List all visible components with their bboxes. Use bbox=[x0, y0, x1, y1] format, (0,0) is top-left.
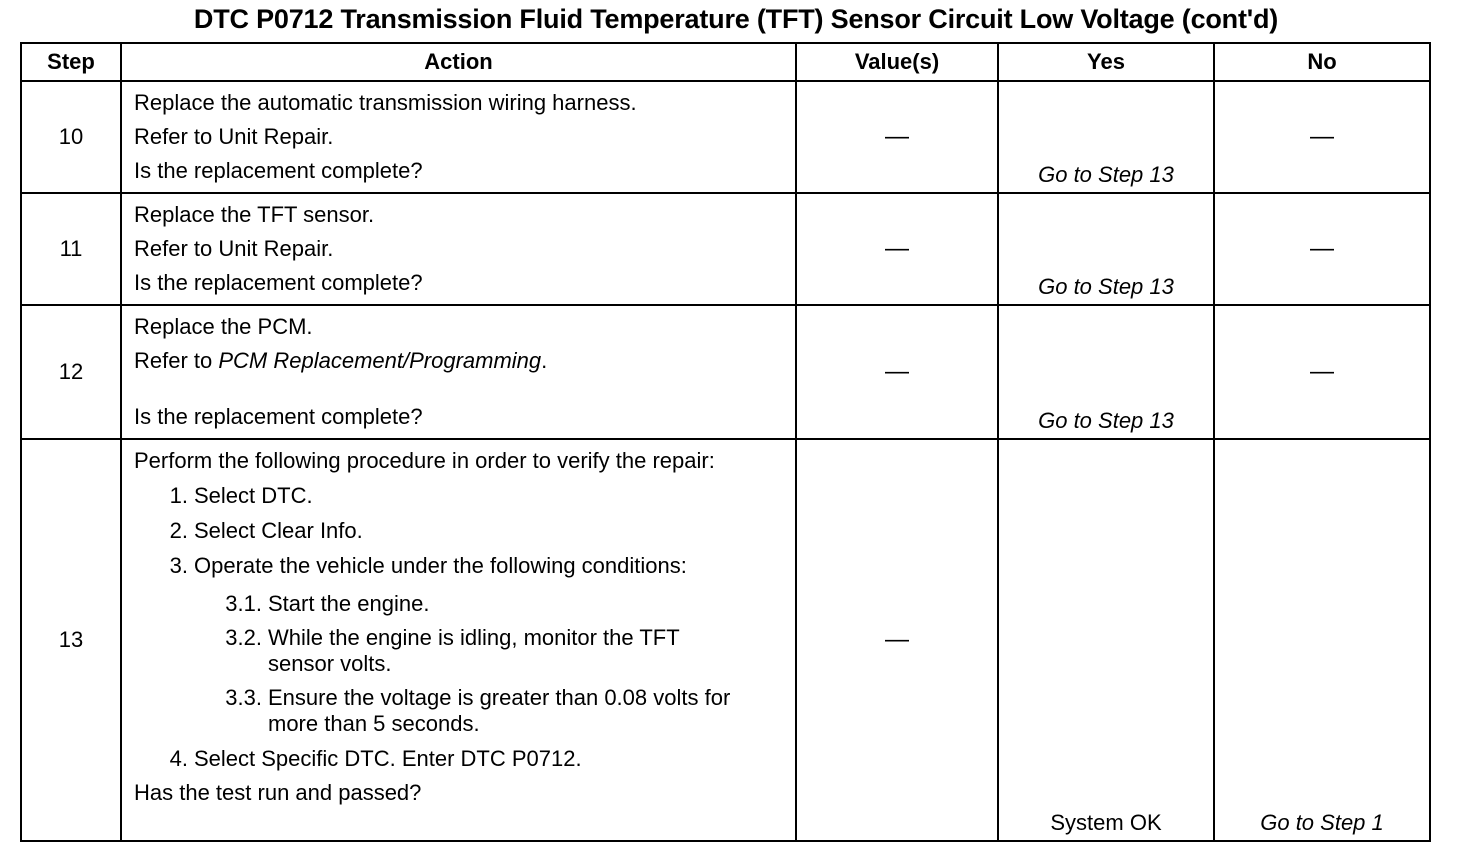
yes-cell bbox=[998, 305, 1214, 439]
procedure-step-text: Select Clear Info. bbox=[194, 518, 363, 543]
action-cell bbox=[121, 305, 796, 439]
table-row bbox=[21, 81, 1430, 193]
refer-prefix: Refer to bbox=[134, 348, 219, 373]
table-row bbox=[21, 193, 1430, 305]
yes-link[interactable]: Go to Step 13 bbox=[1038, 162, 1174, 187]
action-cell bbox=[121, 193, 796, 305]
refer-suffix: . bbox=[541, 348, 548, 373]
action-line: Replace the TFT sensor. bbox=[134, 202, 375, 227]
procedure-substep bbox=[212, 591, 785, 617]
page-title: DTC P0712 Transmission Fluid Temperature (TFT) Sensor Circuit Low Voltage (cont'd) bbox=[193, 4, 1279, 34]
substep-text: While the engine is idling, monitor the TFT sensor volts. bbox=[268, 625, 680, 676]
procedure-step-number: 4. bbox=[169, 746, 188, 771]
step-number: 13 bbox=[21, 439, 121, 841]
yes-link[interactable]: Go to Step 13 bbox=[1038, 274, 1174, 299]
header-row bbox=[21, 43, 1430, 81]
action-question: Is the replacement complete? bbox=[134, 270, 423, 295]
no-cell bbox=[1214, 439, 1430, 841]
action-refer-line bbox=[134, 344, 785, 378]
header-action: Action bbox=[121, 43, 796, 81]
action-line: Replace the automatic transmission wiring harness. bbox=[134, 90, 637, 115]
action-line: Refer to Unit Repair. bbox=[134, 236, 334, 261]
procedure-substep bbox=[212, 625, 785, 677]
action-question: Has the test run and passed? bbox=[134, 780, 422, 805]
procedure-step bbox=[154, 513, 785, 548]
pcm-replacement-link[interactable]: PCM Replacement/Programming bbox=[218, 348, 542, 373]
action-line: Replace the PCM. bbox=[134, 314, 313, 339]
procedure-step bbox=[154, 548, 785, 583]
yes-link[interactable]: Go to Step 13 bbox=[1038, 408, 1174, 433]
procedure-intro: Perform the following procedure in order to verify the repair: bbox=[134, 448, 715, 473]
substep-text: Start the engine. bbox=[268, 591, 430, 616]
action-cell bbox=[121, 81, 796, 193]
no-cell: — bbox=[1214, 305, 1430, 439]
no-cell: — bbox=[1214, 81, 1430, 193]
value-cell: — bbox=[796, 439, 998, 841]
action-line: Refer to Unit Repair. bbox=[134, 124, 334, 149]
yes-cell bbox=[998, 193, 1214, 305]
table-row bbox=[21, 305, 1430, 439]
yes-cell bbox=[998, 81, 1214, 193]
procedure-step-text: Operate the vehicle under the following conditions: bbox=[194, 553, 687, 578]
value-cell: — bbox=[796, 81, 998, 193]
step-number: 11 bbox=[21, 193, 121, 305]
step-number: 12 bbox=[21, 305, 121, 439]
procedure-step-number: 3. bbox=[169, 553, 188, 578]
no-cell: — bbox=[1214, 193, 1430, 305]
procedure-step-number: 1. bbox=[169, 483, 188, 508]
no-link[interactable]: Go to Step 1 bbox=[1260, 810, 1384, 835]
procedure-step-text: Select DTC. bbox=[194, 483, 313, 508]
procedure-step bbox=[154, 741, 785, 776]
substep-number: 3.1. bbox=[225, 591, 262, 616]
substep-number: 3.3. bbox=[225, 685, 262, 710]
yes-cell: System OK bbox=[998, 439, 1214, 841]
value-cell: — bbox=[796, 193, 998, 305]
action-question: Is the replacement complete? bbox=[134, 158, 423, 183]
header-yes: Yes bbox=[998, 43, 1214, 81]
header-step: Step bbox=[21, 43, 121, 81]
action-question: Is the replacement complete? bbox=[134, 404, 423, 429]
action-cell bbox=[121, 439, 796, 841]
header-no: No bbox=[1214, 43, 1430, 81]
step-number: 10 bbox=[21, 81, 121, 193]
procedure-step-text: Select Specific DTC. Enter DTC P0712. bbox=[194, 746, 582, 771]
table-row bbox=[21, 439, 1430, 841]
procedure-substep bbox=[212, 685, 785, 737]
substep-number: 3.2. bbox=[225, 625, 262, 650]
procedure-step bbox=[154, 478, 785, 513]
header-values: Value(s) bbox=[796, 43, 998, 81]
substep-text: Ensure the voltage is greater than 0.08 volts for more than 5 seconds. bbox=[268, 685, 731, 736]
procedure-step-number: 2. bbox=[169, 518, 188, 543]
value-cell: — bbox=[796, 305, 998, 439]
diagnostic-table bbox=[20, 42, 1431, 842]
